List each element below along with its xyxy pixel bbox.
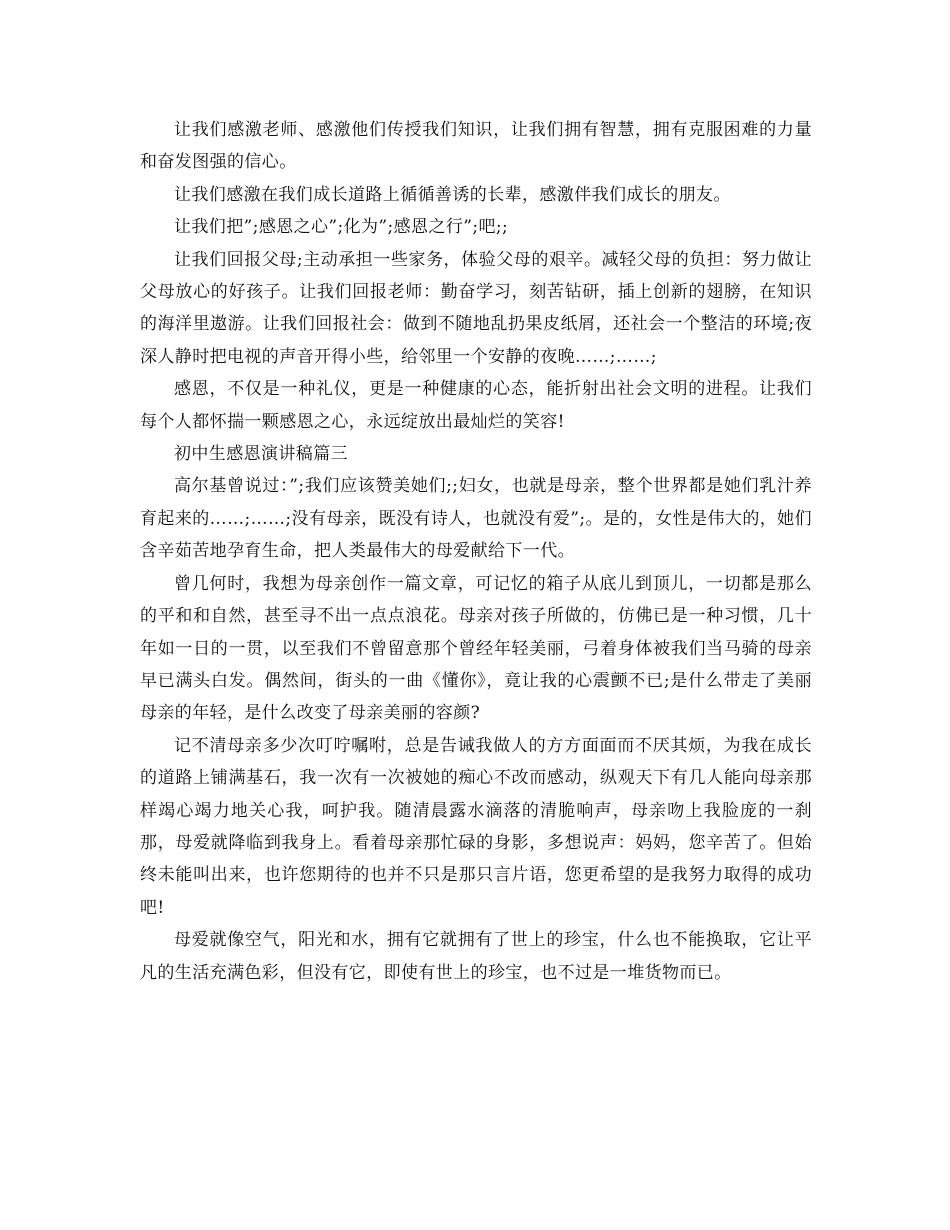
paragraph-gratitude-action: 让我们把”;感恩之心”;化为”;感恩之行”;吧;; [174, 217, 509, 238]
section-heading: 初中生感恩演讲稿篇三 [174, 444, 348, 465]
paragraph-mother-care: 记不清母亲多少次叮咛嘱咐，总是告诫我做人的方方面面而不厌其烦，为我在成长的道路上铺满基石，我一次有一次被她的痴心不改而感动，纵观天下有几人能向母亲那样竭心竭力地关心我，呵护我。随清晨露水滴落的清脆响声，母亲吻上我脸庞的一刹那，母爱就降临到我身上。看着母亲那忙碌的身影，多想说声：妈妈，您辛苦了。但始终未能叫出来，也许您期待的也并不只是那只言片语，您更希望的是我努力取得的成功吧! [140, 735, 812, 918]
paragraph-mother-love: 母爱就像空气，阳光和水，拥有它就拥有了世上的珍宝，什么也不能换取，它让平凡的生活充满色彩，但没有它，即使有世上的珍宝，也不过是一堆货物而已。 [140, 930, 812, 983]
paragraph-gorky-quote: 高尔基曾说过：”;我们应该赞美她们;;妇女，也就是母亲，整个世界都是她们乳汁养育起来的……;……;没有母亲，既没有诗人，也就没有爱”;。是的，女性是伟大的，她们含辛茹苦地孕育生命，把人类最伟大的母爱献给下一代。 [140, 476, 812, 562]
paragraph-gratitude-summary: 感恩，不仅是一种礼仪，更是一种健康的心态，能折射出社会文明的进程。让我们每个人都怀揣一颗感恩之心，永远绽放出最灿烂的笑容! [140, 379, 812, 432]
paragraph-gratitude-elders: 让我们感激在我们成长道路上循循善诱的长辈，感激伴我们成长的朋友。 [174, 184, 731, 205]
paragraph-gratitude-teachers: 让我们感激老师、感激他们传授我们知识，让我们拥有智慧，拥有克服困难的力量和奋发图强的信心。 [140, 120, 812, 173]
paragraph-repay: 让我们回报父母;主动承担一些家务，体验父母的艰辛。减轻父母的负担：努力做让父母放心的好孩子。让我们回报老师：勤奋学习，刻苦钻研，插上创新的翅膀，在知识的海洋里遨游。让我们回报社会：做到不随地乱扔果皮纸屑，还社会一个整洁的环境;夜深人静时把电视的声音开得小些，给邻里一个安静的夜晚……;……; [140, 249, 812, 367]
paragraph-memory: 曾几何时，我想为母亲创作一篇文章，可记忆的箱子从底儿到顶儿，一切都是那么的平和和自然，甚至寻不出一点点浪花。母亲对孩子所做的，仿佛已是一种习惯，几十年如一日的一贯，以至我们不曾留意那个曾经年轻美丽，弓着身体被我们当马骑的母亲早已满头白发。偶然间，街头的一曲《懂你》，竟让我的心震颤不已;是什么带走了美丽母亲的年轻，是什么改变了母亲美丽的容颜? [140, 573, 812, 724]
document-body [140, 114, 812, 989]
